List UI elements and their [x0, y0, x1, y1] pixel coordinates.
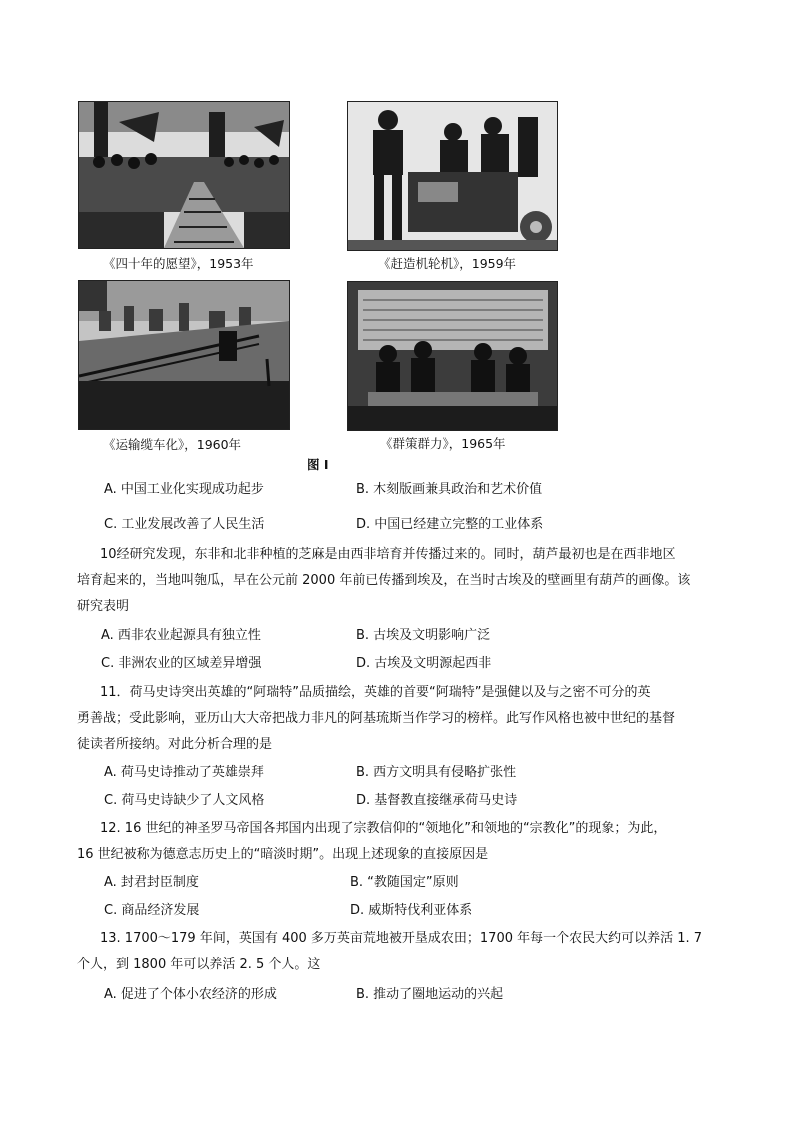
- woodcut-image-1: [78, 101, 290, 249]
- woodcut-illustration-group-discussion: [348, 282, 557, 430]
- figure-label: 图 I: [307, 457, 329, 472]
- q11-option-a: A. 荷马史诗推动了英雄崇拜: [104, 765, 264, 780]
- q13-stem-line-1: 13. 1700～179 年间，英国有 400 多万英亩荒地被开垦成农田；1700 年每一个农民大约可以养活 1. 7: [100, 931, 703, 946]
- q12-stem-line-2: 16 世纪被称为德意志历史上的“暗淡时期”。出现上述现象的直接原因是: [77, 847, 489, 862]
- woodcut-illustration-cable-car: [79, 281, 289, 429]
- woodcut-image-3: [78, 280, 290, 430]
- q11-stem-line-2: 勇善战；受此影响，亚历山大大帝把战力非凡的阿基琉斯当作学习的榜样。此写作风格也被中世纪的基督: [77, 711, 676, 726]
- q10-option-a: A. 西非农业起源具有独立性: [101, 628, 261, 643]
- figure-caption-1: 《四十年的愿望》，1953年: [103, 256, 254, 271]
- q11-stem-line-1: 11．荷马史诗突出英雄的“阿瑞特”品质描绘，英雄的首要“阿瑞特”是强健以及与之密不可分的英: [100, 685, 651, 700]
- q9-option-b: B. 木刻版画兼具政治和艺术价值: [356, 482, 543, 497]
- q10-option-c: C. 非洲农业的区域差异增强: [101, 656, 262, 671]
- q11-option-c: C. 荷马史诗缺少了人文风格: [104, 793, 265, 808]
- woodcut-image-4: [347, 281, 558, 431]
- q9-option-c: C. 工业发展改善了人民生活: [104, 517, 265, 532]
- q9-option-a: A. 中国工业化实现成功起步: [104, 482, 264, 497]
- woodcut-illustration-machine-workers: [348, 102, 557, 250]
- q11-option-b: B. 西方文明具有侵略扩张性: [356, 765, 517, 780]
- figure-caption-2: 《赶造机轮机》，1959年: [378, 256, 517, 271]
- q10-stem-line-3: 研究表明: [77, 599, 130, 614]
- q9-option-d: D. 中国已经建立完整的工业体系: [356, 517, 544, 532]
- q12-option-a: A. 封君封臣制度: [104, 875, 199, 890]
- q11-option-d: D. 基督教直接继承荷马史诗: [356, 793, 518, 808]
- figure-caption-3: 《运输缆车化》，1960年: [103, 437, 242, 452]
- q10-option-b: B. 古埃及文明影响广泛: [356, 628, 491, 643]
- q13-stem-line-2: 个人，到 1800 年可以养活 2. 5 个人。这: [77, 957, 321, 972]
- q10-stem-line-2: 培育起来的，当地叫匏瓜，早在公元前 2000 年前已传播到埃及，在当时古埃及的壁画里有葫芦的画像。该: [77, 573, 691, 588]
- q12-option-b: B. “教随国定”原则: [350, 875, 459, 890]
- q12-option-c: C. 商品经济发展: [104, 903, 200, 918]
- figure-caption-4: 《群策群力》，1965年: [380, 436, 506, 451]
- q13-option-a: A. 促进了个体小农经济的形成: [104, 987, 277, 1002]
- q12-option-d: D. 威斯特伐利亚体系: [350, 903, 473, 918]
- q11-stem-line-3: 徒读者所接纳。对此分析合理的是: [77, 737, 273, 752]
- woodcut-illustration-rail-crowd: [79, 102, 289, 248]
- q10-stem-line-1: 10经研究发现，东非和北非种植的芝麻是由西非培育并传播过来的。同时，葫芦最初也是在西非地区: [100, 547, 676, 562]
- q13-option-b: B. 推动了圈地运动的兴起: [356, 987, 504, 1002]
- q10-option-d: D. 古埃及文明源起西非: [356, 656, 492, 671]
- q12-stem-line-1: 12. 16 世纪的神圣罗马帝国各邦国内出现了宗教信仰的“领地化”和领地的“宗教化”的现象；为此，: [100, 821, 667, 836]
- woodcut-image-2: [347, 101, 558, 251]
